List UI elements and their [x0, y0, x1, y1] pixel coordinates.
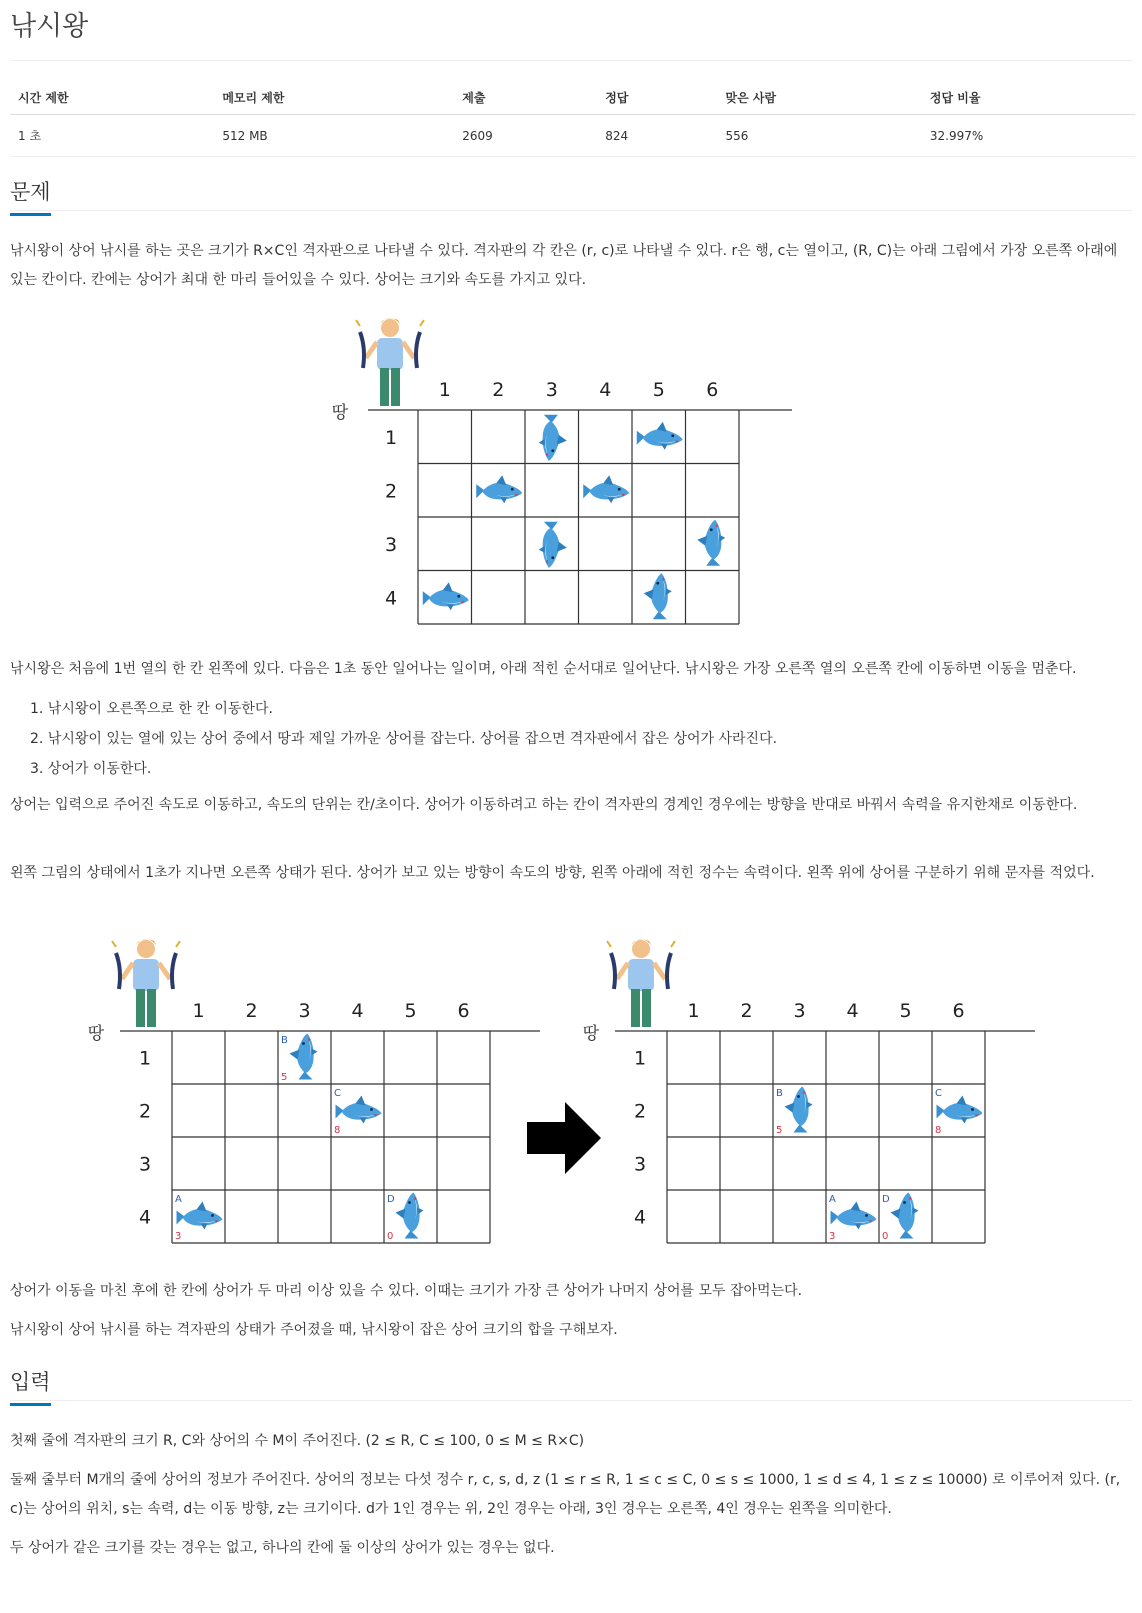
shark-speed-label: 3 — [175, 1231, 182, 1242]
column-label: 5 — [899, 1000, 912, 1022]
shark-icon — [539, 415, 567, 461]
shark-icon — [177, 1202, 223, 1230]
column-label: 5 — [652, 379, 665, 401]
figure-grid-before — [80, 935, 550, 1250]
input-paragraph-2: 둘째 줄부터 M개의 줄에 상어의 정보가 주어진다. 상어의 정보는 다섯 정수 r, c, s, d, z (1 ≤ r ≤ R, 1 ≤ c ≤ C, 0 ≤ s ≤ 1000, 1 ≤ d ≤ 4, 1 ≤ z ≤ 10000) 로 이루어져 있다. (r, c)는 상어의 위치, s는 속력, d는 이동 방향, z는 크기이다. d가 1인 경우는 위, 2인 경우는 아래, 3인 경우는 오른쪽, 4인 경우는 왼쪽을 의미한다. — [10, 1472, 1121, 1517]
stats-header-row — [10, 80, 1135, 115]
stats-header-cell: 정답 비율 — [922, 80, 1135, 115]
row-label: 1 — [138, 1047, 152, 1070]
figure-grid-after — [575, 935, 1045, 1250]
shark-speed-label: 5 — [281, 1072, 288, 1083]
stats-header-cell: 맞은 사람 — [718, 80, 922, 115]
column-label: 4 — [599, 379, 612, 401]
problem-heading-text: 문제 — [10, 176, 51, 216]
shark-icon — [336, 1096, 382, 1124]
shark-icon — [583, 475, 629, 503]
shark-id-label: B — [281, 1035, 288, 1046]
shark-icon — [697, 520, 725, 566]
problem-paragraph-5: 상어가 이동을 마친 후에 한 칸에 상어가 두 마리 이상 있을 수 있다. 이때는 크기가 가장 큰 상어가 나머지 상어를 모두 잡아먹는다. — [10, 1283, 803, 1299]
step-item: 3. 상어가 이동한다. — [30, 761, 152, 777]
stats-table — [10, 80, 1135, 157]
step-item: 1. 낚시왕이 오른쪽으로 한 칸 이동한다. — [30, 701, 273, 717]
row-label: 3 — [633, 1153, 647, 1176]
stats-row — [10, 115, 1135, 157]
problem-paragraph-2: 낚시왕은 처음에 1번 열의 한 칸 왼쪽에 있다. 다음은 1초 동안 일어나는 일이며, 아래 적힌 순서대로 일어난다. 낚시왕은 가장 오른쪽 열의 오른쪽 칸에 이동하면 이동을 멈춘다. — [10, 661, 1077, 677]
row-label: 2 — [384, 480, 398, 503]
step-item: 2. 낚시왕이 있는 열에 있는 상어 중에서 땅과 제일 가까운 상어를 잡는다. 상어를 잡으면 격자판에서 잡은 상어가 사라진다. — [30, 731, 778, 747]
shark-speed-label: 0 — [387, 1231, 394, 1242]
row-label: 4 — [384, 587, 398, 610]
title-divider — [10, 60, 1132, 61]
input-paragraph-3: 두 상어가 같은 크기를 갖는 경우는 없고, 하나의 칸에 둘 이상의 상어가 있는 경우는 없다. — [10, 1540, 555, 1556]
shark-speed-label: 3 — [829, 1231, 836, 1242]
shark-speed-label: 5 — [776, 1125, 783, 1136]
shark-id-label: C — [935, 1088, 942, 1099]
stats-header-cell: 정답 — [597, 80, 717, 115]
row-label: 1 — [633, 1047, 647, 1070]
row-label: 1 — [384, 426, 398, 449]
shark-id-label: A — [175, 1194, 182, 1205]
problem-paragraph-1: 낚시왕이 상어 낚시를 하는 곳은 크기가 R×C인 격자판으로 나타낼 수 있다. 격자판의 각 칸은 (r, c)로 나타낼 수 있다. r은 행, c는 열이고, (R, C)는 아래 그림에서 가장 오른쪽 아래에 있는 칸이다. 칸에는 상어가 최대 한 마리 들어있을 수 있다. 상어는 크기와 속도를 가지고 있다. — [10, 243, 1118, 288]
stats-cell: 512 MB — [214, 115, 454, 157]
steps-list — [30, 694, 777, 784]
column-label: 4 — [846, 1000, 859, 1022]
figure-grid-initial — [320, 310, 810, 630]
stats-cell: 556 — [718, 115, 922, 157]
stats-header-cell: 시간 제한 — [10, 80, 214, 115]
column-label: 2 — [492, 379, 505, 401]
column-label: 2 — [245, 1000, 258, 1022]
row-label: 2 — [633, 1100, 647, 1123]
ground-label: 땅 — [582, 1024, 600, 1044]
problem-paragraph-6: 낚시왕이 상어 낚시를 하는 격자판의 상태가 주어졌을 때, 낚시왕이 잡은 상어 크기의 합을 구해보자. — [10, 1322, 618, 1338]
stats-header-cell: 메모리 제한 — [214, 80, 454, 115]
column-label: 5 — [404, 1000, 417, 1022]
fisherman-icon — [607, 939, 675, 1027]
column-label: 1 — [438, 379, 451, 401]
shark-id-label: A — [829, 1194, 836, 1205]
row-label: 4 — [633, 1206, 647, 1229]
column-label: 6 — [952, 1000, 965, 1022]
column-label: 3 — [793, 1000, 806, 1022]
shark-icon — [937, 1096, 983, 1124]
column-label: 3 — [298, 1000, 311, 1022]
ground-label: 땅 — [331, 403, 349, 423]
fisherman-icon — [356, 318, 424, 406]
shark-speed-label: 8 — [334, 1125, 341, 1136]
shark-speed-label: 0 — [882, 1231, 889, 1242]
row-label: 3 — [384, 533, 398, 556]
row-label: 4 — [138, 1206, 152, 1229]
column-label: 4 — [351, 1000, 364, 1022]
shark-speed-label: 8 — [935, 1125, 942, 1136]
shark-icon — [831, 1202, 877, 1230]
shark-icon — [423, 582, 469, 610]
fisherman-icon — [112, 939, 180, 1027]
shark-id-label: C — [334, 1088, 341, 1099]
stats-cell: 32.997% — [922, 115, 1135, 157]
shark-icon — [290, 1034, 318, 1080]
shark-id-label: D — [882, 1194, 890, 1205]
shark-id-label: B — [776, 1088, 783, 1099]
shark-icon — [396, 1193, 424, 1239]
column-label: 6 — [457, 1000, 470, 1022]
shark-icon — [539, 522, 567, 568]
stats-cell: 2609 — [454, 115, 597, 157]
row-label: 3 — [138, 1153, 152, 1176]
column-label: 1 — [192, 1000, 205, 1022]
column-label: 6 — [706, 379, 719, 401]
column-label: 3 — [545, 379, 558, 401]
problem-paragraph-4: 왼쪽 그림의 상태에서 1초가 지나면 오른쪽 상태가 된다. 상어가 보고 있는 방향이 속도의 방향, 왼쪽 아래에 적힌 정수는 속력이다. 왼쪽 위에 상어를 구분하기 위해 문자를 적었다. — [10, 865, 1095, 881]
stats-header-cell: 제출 — [454, 80, 597, 115]
shark-icon — [644, 573, 672, 619]
problem-section-heading — [10, 176, 1132, 211]
shark-id-label: D — [387, 1194, 395, 1205]
stats-cell: 824 — [597, 115, 717, 157]
page-title: 낚시왕 — [10, 11, 89, 42]
input-paragraph-1: 첫째 줄에 격자판의 크기 R, C와 상어의 수 M이 주어진다. (2 ≤ R, C ≤ 100, 0 ≤ M ≤ R×C) — [10, 1433, 585, 1449]
shark-icon — [637, 422, 683, 450]
ground-label: 땅 — [87, 1024, 105, 1044]
input-section-heading — [10, 1366, 1132, 1401]
problem-paragraph-3: 상어는 입력으로 주어진 속도로 이동하고, 속도의 단위는 칸/초이다. 상어가 이동하려고 하는 칸이 격자판의 경계인 경우에는 방향을 반대로 바꿔서 속력을 유지한채로 이동한다. — [10, 797, 1078, 813]
input-heading-text: 입력 — [10, 1366, 51, 1406]
shark-icon — [476, 475, 522, 503]
shark-icon — [785, 1087, 813, 1133]
column-label: 2 — [740, 1000, 753, 1022]
stats-cell: 1 초 — [10, 115, 214, 157]
row-label: 2 — [138, 1100, 152, 1123]
column-label: 1 — [687, 1000, 700, 1022]
shark-icon — [891, 1193, 919, 1239]
